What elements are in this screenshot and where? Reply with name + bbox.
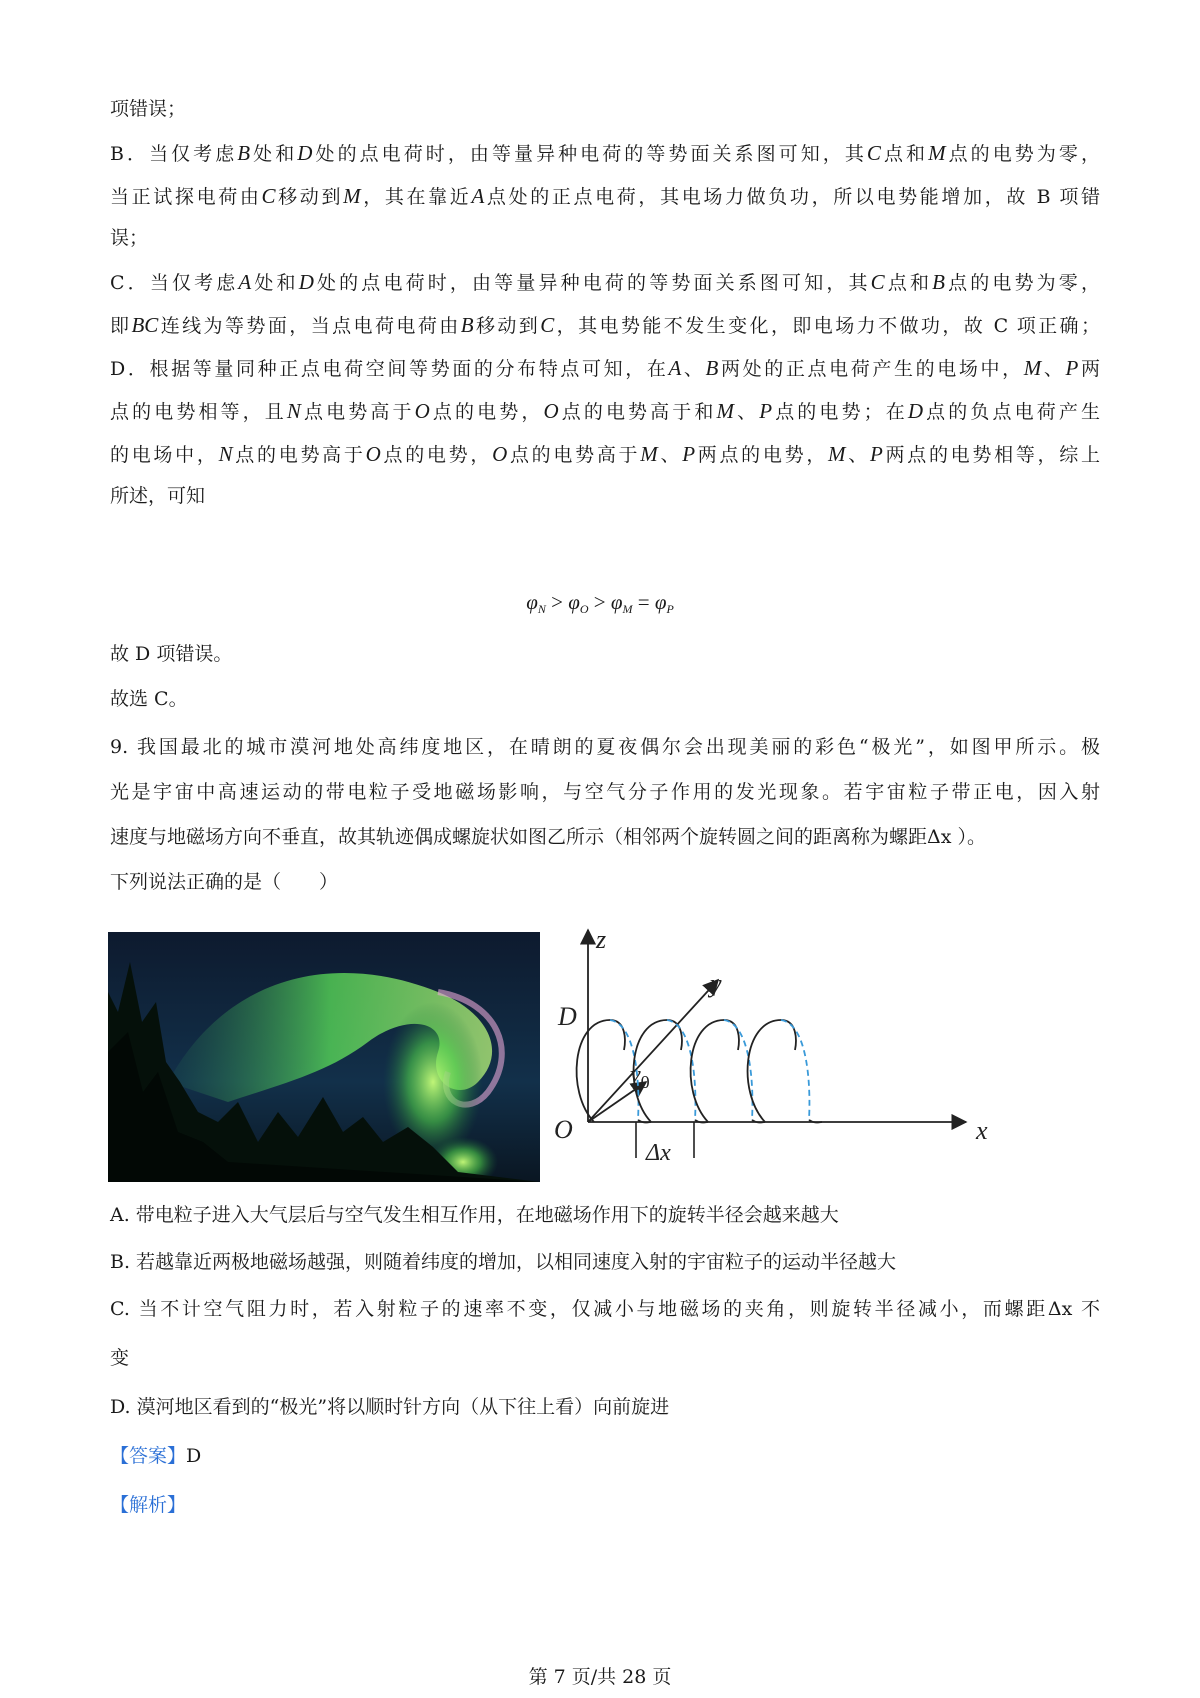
answer-line bbox=[110, 1447, 201, 1466]
helix-loop-solid bbox=[748, 1020, 796, 1122]
point-d-label: D bbox=[558, 1002, 577, 1031]
text-line: 项错误； bbox=[110, 98, 187, 120]
option-d: D. 漠河地区看到的“极光”将以顺时针方向（从下往上看）向前旋进 bbox=[110, 1396, 670, 1418]
text-line: 误； bbox=[110, 227, 149, 249]
page-footer: 第 7 页/共 28 页 bbox=[528, 1666, 672, 1688]
text-line: B．当仅考虑B处和D处的点电荷时，由等量异种电荷的等势面关系图可知，其C点和M点的电势为零， bbox=[110, 141, 1100, 165]
text-line: 故选 C。 bbox=[110, 688, 188, 710]
question-stem: 速度与地磁场方向不垂直，故其轨迹偶成螺旋状如图乙所示（相邻两个旋转圆之间的距离称为螺距Δx ）。 bbox=[110, 826, 986, 848]
pitch-label: Δx bbox=[646, 1140, 671, 1166]
option-a: A. 带电粒子进入大气层后与空气发生相互作用，在地磁场作用下的旋转半径会越来越大 bbox=[110, 1204, 839, 1226]
text-line: 点的电势相等，且N点电势高于O点的电势，O点的电势高于和M、P点的电势；在D点的负点电荷产生 bbox=[110, 399, 1100, 423]
question-stem: 9. 我国最北的城市漠河地处高纬度地区，在晴朗的夏夜偶尔会出现美丽的彩色“极光”，如图甲所示。极 bbox=[110, 736, 1100, 758]
helix-loop-solid bbox=[691, 1020, 739, 1122]
text-line: D．根据等量同种正点电荷空间等势面的分布特点可知，在A、B两处的正点电荷产生的电场中，M、P两 bbox=[110, 356, 1100, 380]
option-b: B. 若越靠近两极地磁场越强，则随着纬度的增加，以相同速度入射的宇宙粒子的运动半径越大 bbox=[110, 1251, 897, 1273]
text-line: 即BC连线为等势面，当点电荷电荷由B移动到C，其电势能不发生变化，即电场力不做功，故 C 项正确； bbox=[110, 313, 1100, 337]
helix-loops bbox=[577, 1020, 822, 1123]
aurora-photo bbox=[108, 932, 540, 1182]
text-line: 当正试探电荷由C移动到M，其在靠近A点处的正点电荷，其电场力做负功，所以电势能增加，故 B 项错 bbox=[110, 184, 1100, 208]
option-c: C. 当不计空气阻力时，若入射粒子的速率不变，仅减小与地磁场的夹角，则旋转半径减小，而螺距Δx 不 bbox=[110, 1298, 1100, 1320]
analysis-line bbox=[110, 1496, 186, 1515]
z-axis-label: z bbox=[596, 925, 607, 954]
option-c-continued: 变 bbox=[110, 1347, 130, 1369]
analysis-tag: 【解析】 bbox=[110, 1494, 187, 1516]
text-line: 故 D 项错误。 bbox=[110, 643, 233, 665]
text-line: C．当仅考虑A处和D处的点电荷时，由等量异种电荷的等势面关系图可知，其C点和B点的电势为零， bbox=[110, 270, 1100, 294]
answer-value: D bbox=[186, 1445, 202, 1467]
text-line: 所述，可知 bbox=[110, 485, 206, 507]
v0-vector bbox=[588, 1082, 646, 1122]
helix-trajectory-diagram bbox=[548, 922, 1000, 1190]
answer-tag: 【答案】 bbox=[110, 1445, 187, 1467]
question-stem: 光是宇宙中高速运动的带电粒子受地磁场影响，与空气分子作用的发光现象。若宇宙粒子带正电，因入射 bbox=[110, 781, 1100, 803]
helix-loop-solid bbox=[577, 1020, 625, 1122]
question-stem: 下列说法正确的是（ ） bbox=[110, 871, 339, 893]
origin-label: O bbox=[554, 1115, 573, 1144]
y-axis bbox=[588, 980, 718, 1122]
y-axis-label: y bbox=[710, 969, 722, 998]
helix-loop-solid bbox=[634, 1020, 682, 1122]
potential-inequality-formula: $\varphi_N > \varphi_O > \varphi_M = \varphi_P$ bbox=[526, 590, 674, 616]
x-axis-label: x bbox=[976, 1116, 988, 1145]
v0-label: $v_0$ bbox=[630, 1062, 650, 1092]
text-line: 的电场中，N点的电势高于O点的电势，O点的电势高于M、P两点的电势，M、P两点的电势相等，综上 bbox=[110, 442, 1100, 466]
